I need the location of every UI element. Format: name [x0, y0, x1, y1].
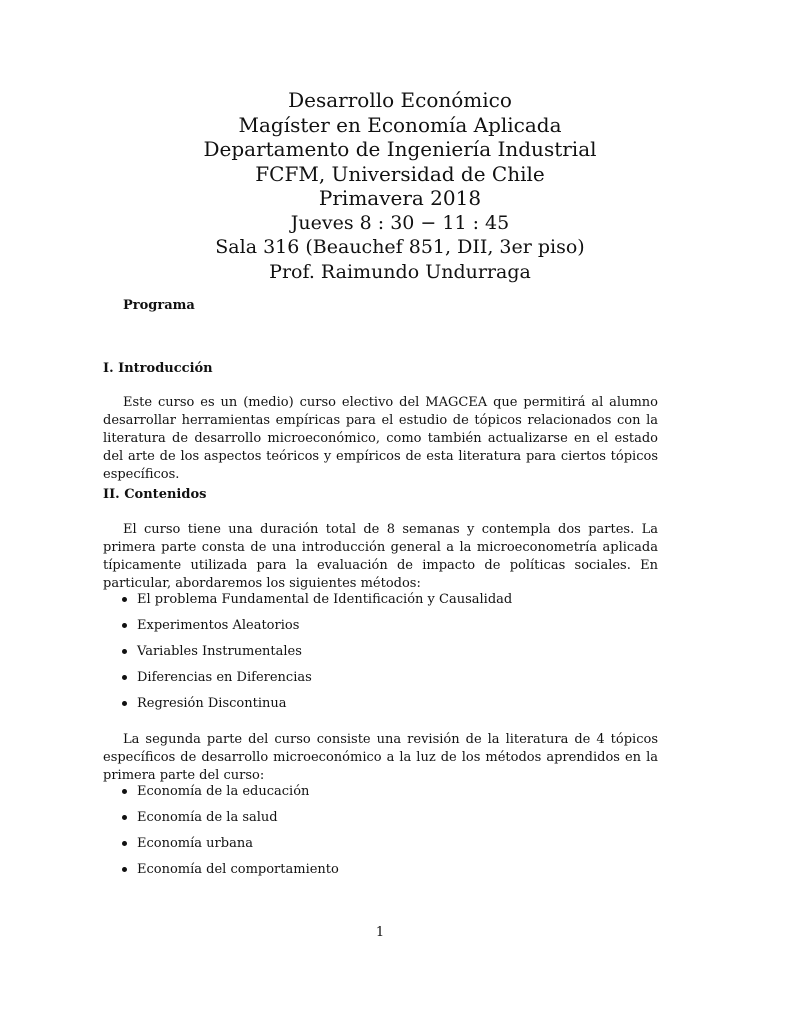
department-name: Departamento de Ingeniería Industrial: [203, 137, 597, 161]
course-title: Desarrollo Económico: [288, 88, 512, 112]
list-item: Regresión Discontinua: [120, 695, 512, 721]
university-name: FCFM, Universidad de Chile: [255, 161, 545, 186]
professor: Prof. Raimundo Undurraga: [269, 260, 531, 283]
list-item: Experimentos Aleatorios: [120, 617, 512, 643]
program-name: Magíster en Economía Aplicada: [238, 112, 562, 137]
section-title-introduccion: I. Introducción: [103, 361, 213, 376]
list-item: Diferencias en Diferencias: [120, 669, 512, 695]
contenidos-paragraph-2: La segunda parte del curso consiste una revisión de la literatura de 4 tópicos específicos de desarrollo microeconómico a la luz de los métodos aprendidos en la primera parte del curso:: [103, 732, 658, 783]
bullet-icon: [122, 675, 127, 680]
bullet-icon: [122, 649, 127, 654]
classroom: Sala 316 (Beauchef 851, DII, 3er piso): [215, 236, 585, 258]
intro-paragraph: Este curso es un (medio) curso electivo del MAGCEA que permitirá al alumno desarrollar herramientas empíricas para el estudio de tópicos relacionados con la literatura de desarrollo microeconómico, como también actualizarse en el estado del arte de los aspectos teóricos y empíricos de esta literatura para ciertos tópicos específicos.: [103, 395, 658, 482]
list-item: Economía de la educación: [120, 783, 339, 809]
topics-list: [120, 783, 339, 887]
bullet-icon: [122, 789, 127, 794]
bullet-icon: [122, 815, 127, 820]
bullet-icon: [122, 597, 127, 602]
bullet-icon: [122, 701, 127, 706]
list-item: El problema Fundamental de Identificación y Causalidad: [120, 591, 512, 617]
contenidos-paragraph-1: El curso tiene una duración total de 8 semanas y contempla dos partes. La primera parte consta de una introducción general a la microeconometría aplicada típicamente utilizada para la evaluación de impacto de políticas sociales. En particular, abordaremos los siguientes métodos:: [103, 522, 658, 591]
bullet-icon: [122, 623, 127, 628]
semester: Primavera 2018: [318, 186, 482, 210]
list-item: Economía del comportamiento: [120, 861, 339, 887]
bullet-icon: [122, 841, 127, 846]
page-number: 1: [375, 925, 385, 940]
list-item: Economía de la salud: [120, 809, 339, 835]
course-header: [0, 88, 800, 284]
bullet-icon: [122, 867, 127, 872]
schedule: Jueves 8 : 30 − 11 : 45: [290, 211, 510, 234]
programa-heading: Programa: [123, 298, 195, 313]
section-title-contenidos: II. Contenidos: [103, 487, 207, 502]
list-item: Economía urbana: [120, 835, 339, 861]
methods-list: [120, 591, 512, 721]
list-item: Variables Instrumentales: [120, 643, 512, 669]
